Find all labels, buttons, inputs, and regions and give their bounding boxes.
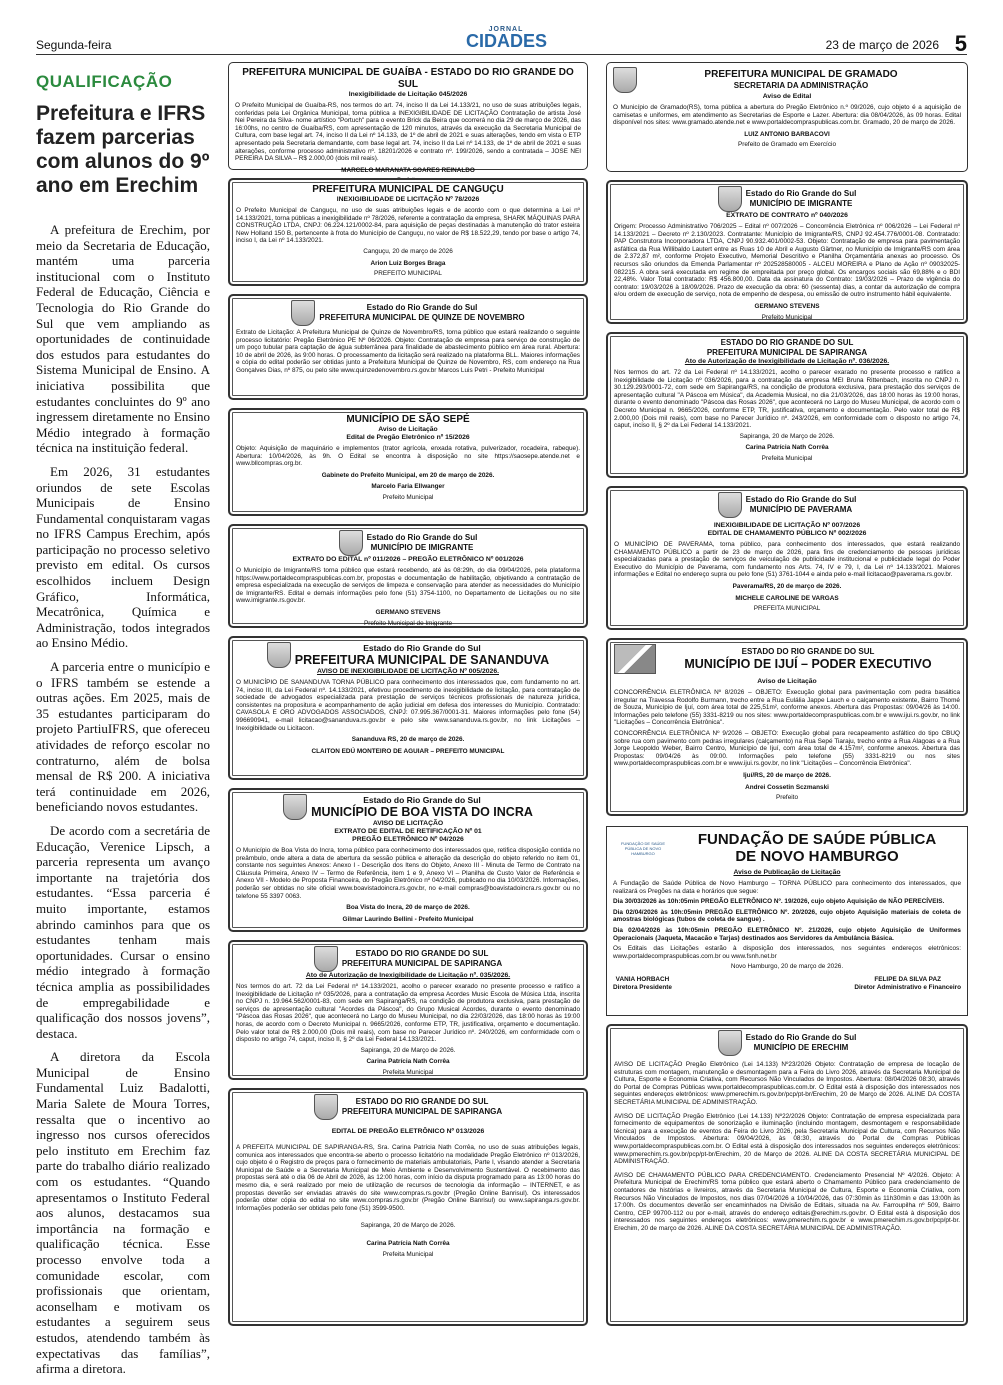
notice-subtitle: Aviso de Edital <box>762 93 812 100</box>
coat-of-arms-icon <box>718 186 742 212</box>
fsnh-logo: FUNDAÇÃO DE SAÚDE PÚBLICA DE NOVO HAMBURGO <box>620 840 665 856</box>
notice-title: DE NOVO HAMBURGO <box>735 848 899 865</box>
notice-item: Dia 02/04/2026 às 10h:05min PREGÃO ELETRÔNICO Nº. 21/2026, cujo objeto Aquisição de Uniformes Operacionais (Jaqueta, Macacão e Tarjas) destinados aos Servidores da Ambulância Básica. <box>613 926 961 942</box>
notice-title: MUNICÍPIO DE BOA VISTA DO INCRA <box>311 805 533 819</box>
notice-title: Estado do Rio Grande do Sul <box>745 189 857 198</box>
notice-paverama <box>606 486 968 630</box>
notice-heading <box>236 1094 580 1120</box>
notice-heading <box>236 530 580 556</box>
notice-gramado <box>606 62 968 172</box>
notice-body: Objeto: Aquisição de maquinário e implementos (trator agrícola, enxada rotativa, pulverizador, rocadeira, rabeque). Abertura: 10/04/2026, às 9h. O Edital se encontra à disposição no site https://saosepe.atende.net e www.bllcompras.org.br. <box>236 445 580 468</box>
article-paragraph: A parceria entre o município e o IFRS também se estende a outras ações. Em 2025, mais de 35 estudantes participaram do projeto PartiuIFRS, que ofereceu atividades de reforço escolar no contraturno, além de bolsa mensal de R$ 200. A iniciativa terá continuidade em 2026, beneficiando novos estudantes. <box>36 659 210 815</box>
notice-heading <box>614 186 960 212</box>
notice-place: Sapiranga, 20 de Março de 2026. <box>360 1222 456 1230</box>
notice-title: Estado do Rio Grande do Sul <box>366 533 478 542</box>
notice-signatory: FELIPE DA SILVA PAZ <box>874 975 941 983</box>
notice-subtitle: EDITAL DE CHAMAMENTO PÚBLICO Nº 002/2026 <box>707 530 867 537</box>
coat-of-arms-icon <box>283 794 307 820</box>
notice-body: O Município de Boa Vista do Incra, torna público para conhecimento dos interessados que, retifica disposição contida no preâmbulo, onde altera a data de abertura da sessão pública e alteração da descrição do objeto referido no item 01, constante nos seguintes Anexos: Anexo I - Descrição dos Itens do Objeto, Anexo III - Minuta de Termo de Contrato na Cláusula Primeira, Anexo IV – Termo de Referência, item 1 e 9, Anexo VI – Planilha de Custo Valor de Referência e Anexo VII - Modelo de Proposta Financeira, do Pregão Eletrônico nº 04/2026, publicado no dia 10/03/2026. Informações, poderão ser obtidas no site oficial www.boavistadoincra.rs.gov.br, no e-mail compras@boavistadoincra.rs.gov.br ou no telefone 55 3397 0063. <box>236 847 580 900</box>
notice-boa-vista-do-incra <box>228 788 588 932</box>
notice-title: FUNDAÇÃO DE SAÚDE PÚBLICA <box>697 831 937 848</box>
notice-body: A PREFEITA MUNICIPAL DE SAPIRANGA-RS, Sra. Carina Patrícia Nath Corrêa, no uso de suas atribuições legais, comunica aos interessados que encontra-se aberto o processo licitatório na modalidade Pregão Eletrônico nº 013/2026, cujo objeto é o Registro de preços para o fornecimento de materiais ambulatoriais, Parte I, visando atender a Secretaria Municipal de Saúde e a Secretaria Municipal de Meio Ambiente e Desenvolvimento Sustentável. O recebimento das propostas será até o dia 06 de Abril de 2026, às 12:00 horas, com início da disputa programado para as 13:00 horas do mesmo dia, e será realizado por meio de utilização de recursos de tecnologia da informação – INTERNET, e as propostas deverão ser enviadas através do site www.compras.rs.gov.br (Pregão Online Banrisul). Os interessados poderão obter cópia do edital no site www.compras.rs.gov.br (Pregão Online Banrisul) ou www.sapiranga.rs.gov.br. Informações poderão ser obtidas pelo fone (51) 3599-9500. <box>236 1144 580 1212</box>
notice-subtitle: Ato de Autorização de Inexigibilidade de Licitação nº. 035/2026. <box>305 972 511 979</box>
notice-signatory: MARCELO MARANATA SOARES REINALDO <box>341 166 475 174</box>
notice-heading <box>236 794 580 820</box>
notice-title: Estado do Rio Grande do Sul <box>745 495 857 504</box>
notice-place: Gabinete do Prefeito Municipal, em 20 de março de 2026. <box>321 471 495 479</box>
notice-signatory: GERMANO STEVENS <box>375 608 441 616</box>
notice-signatory: GERMANO STEVENS <box>754 302 820 310</box>
article-paragraph: Em 2026, 31 estudantes oriundos de sete Escolas Municipais de Ensino Fundamental conquistaram vagas no IFRS Campus Erechim, após participação no processo seletivo previsto em edital. Os cursos escolhidos incluem Design Gráfico, Informática, Mecatrônica, Química e Administração, todos integrados ao Ensino Médio. <box>36 463 211 651</box>
notice-subtitle: PREGÃO ELETRÔNICO Nº 04/2026 <box>352 836 464 843</box>
notice-signatures <box>613 976 961 991</box>
notice-place: Sapiranga, 20 de Março de 2026. <box>360 1046 456 1054</box>
notice-subtitle: Aviso de Licitação <box>378 426 438 433</box>
notice-body: O Prefeito Municipal de Guaíba-RS, nos termos do art. 74, inciso II da Lei 14.133/21, no uso de suas atribuições legais, conferidas pela Lei Orgânica Municipal, torna pública a INEXIGIBILIDADE DE LICITAÇÃO Contratação de artista José Nei Pereira da Silva- nome artístico "Portuch" para o evento Brick da Beira que ocorrerá no dia 29 de março de 2026, das 16:00hs, no centro de Guaíba/RS, com apresentação de 120 minutos, através da execução da Secretaria Municipal de Cultura, com base legal art. 74, inciso II da Lei nº 14.133, de 1º de abril de 2021 e suas alterações, tendo em vista o ETP apresentado pela Secretaria demandante, com base legal art. 74, inciso II da Lei nº 14.133, de 1º de abril de 2021 e suas alterações, conforme processo administrativo nº. 18201/2026 e contrato nº. 199/2026, sendo a contratada – JOSE NEI PEREIRA DA SILVA – R$ 2.000,00 (dois mil reais). <box>235 102 581 163</box>
coat-of-arms-icon <box>291 300 315 326</box>
notice-body: Nos termos do art. 72 da Lei Federal nº 14.133/2021, acolho o parecer exarado no presente processo e ratifico a Inexigibilidade de Licitação nº 036/2026, para a contratação da empresa MEI Bruna Rittenbach, inscrita no CNPJ n. 30.129.293/0001-72, com sede em Sapiranga/RS, na condição de produtora exclusiva, para prestação dos serviços de apresentação cultural "A Páscoa em Música", da Academia Musical, no dia 21/03/2026, das 18:00 horas às 19:00 horas, durante o evento denominado "Páscoa das Rosas 2026", que acontecerá no Largo do Museu Municipal, de acordo com o Decreto Municipal n. 9665/2026, conforme ETP, TR, justificativa, orçamento e documentação. Pelo valor total de R$ 2.000,00 (Dois mil reais), com base no Parecer Jurídico nº. 243/2026, em conformidade com o disposto no artigo 74, caput, inciso II, § 2º da Lei Federal 14.133/2021. <box>614 369 960 430</box>
notice-place: Canguçu, 20 de março de 2026 <box>363 247 453 255</box>
notice-title: ESTADO DO RIO GRANDE DO SUL <box>741 647 875 656</box>
notice-title: ESTADO DO RIO GRANDE DO SUL <box>355 949 489 958</box>
notice-signatory: Carina Patrícia Nath Corrêa <box>366 1239 450 1247</box>
notice-title: PREFEITURA MUNICIPAL DE GUAÍBA - ESTADO DO RIO GRANDE DO SUL <box>242 67 574 90</box>
notice-body: CONCORRÊNCIA ELETRÔNICA Nº 8/2026 – OBJETO: Execução global para pavimentação com pedra basáltica irregular na Travessa Rodolfo Burmann, trecho entre a Rua Eulália Jappe Lauch e o calçamento existente, Bairro Thomé de Souza, Município de Ijuí, com área total de 225,51m², conforme anexos. Abertura das Propostas: 09/04/26 às 14:00. Informações pelo telefone (55) 3331-8219 ou nos sites: www.portaldecompraspublicas.com.br e www.ijui.rs.gov.br, no link "Licitações – Concorrência Eletrônica". <box>614 689 960 727</box>
notice-body: O Município de Gramado(RS), torna pública a abertura do Pregão Eletrônico n.º 09/2026, cujo objeto é a aquisição de camisetas e uniformes, em atendimento as Secretarias de Esporte e Lazer. Abertura: dia 08/04/2026, às 09 horas. Edital disponível nos sites: www.gramado.atende.net e www.portaldecompraspublicas.com.br. Gramado, 20 de março de 2026. <box>613 104 961 127</box>
notice-heading <box>614 644 960 674</box>
notice-title: MUNICÍPIO DE IJUÍ – PODER EXECUTIVO <box>684 657 932 671</box>
notice-heading <box>613 67 961 93</box>
notice-title: Estado do Rio Grande do Sul <box>363 795 481 805</box>
notice-signatory: LUIZ ANTONIO BARBACOVI <box>744 130 830 138</box>
notice-subtitle: AVISO DE LICITAÇÃO <box>372 820 444 827</box>
notice-sananduva <box>228 636 588 780</box>
notice-title: SECRETARIA DA ADMINISTRAÇÃO <box>733 81 869 90</box>
notice-heading <box>613 831 961 865</box>
notice-place: Sananduva RS, 20 de março de 2026. <box>351 736 465 744</box>
notice-erechim <box>606 1024 968 1326</box>
notice-body: AVISO DE CHAMAMENTO PÚBLICO PARA CREDENCIAMENTO. Credenciamento Presencial Nº 4/2026. Objeto: A Prefeitura Municipal de Erechim/RS torna público que estará aberto o Chamamento Público para credenciamento de contadores de histórias e livreiros, através da Secretaria Municipal de Cultura, Esporte e Economia Criativa, com Recursos Não Vinculados de Impostos, nos dias 07/04/2026 a 10/04/2026, das 07:30min às 11h30min e das 13:00h às 17:00h. Os documentos deverão ser encaminhados na Divisão de Editais, situada na Av. Farroupilha nº 509, Bairro Centro, CEP 99700-112 ou por e-mail, através do endereço editais@erechim.rs.gov.br. O Edital está à disposição dos interessados nos seguintes endereços eletrônicos: www.pmerechim.rs.gov.br e www.pmerechim.rs.gov.br/pcp/pt-br. Erechim, 20 de março de 2026. ALINE DA COSTA SECRETÁRIA MUNICIPAL DE ADMINISTRAÇÃO. <box>614 1171 960 1232</box>
coat-of-arms-icon <box>339 530 363 556</box>
logo-big: CIDADES <box>466 31 548 51</box>
notice-role: Prefeito de Gramado em Exercício <box>737 141 837 149</box>
weekday: Segunda-feira <box>36 38 112 52</box>
notice-subtitle: Ato de Autorização de Inexigibilidade de Licitação nº. 036/2026. <box>684 358 890 365</box>
notice-body: O MUNICÍPIO DE PAVERAMA, torna público, para conhecimento dos interessados, que estará realizando CHAMAMENTO PÚBLICO a partir de 23 de março de 2026, para fins de credenciamento de pessoas jurídicas especializadas para a prestação de serviços de veiculação de publicidade institucional e publicidade legal do Poder Executivo do Município de Paverama, com fundamento nos Arts. 74, IV e 79, I, da Lei nº 14.133/2021. Maiores informações e Edital no endereço supra ou pelo fone (51) 3761-1044 e ainda pelo e-mail licitacao@paverama.rs.gov.br. <box>614 541 960 579</box>
notice-sapiranga-013 <box>228 1088 588 1326</box>
notice-role: PREFEITA MUNICIPAL <box>753 605 821 613</box>
notice-title: MUNICÍPIO DE PAVERAMA <box>749 505 853 514</box>
notice-heading <box>236 946 580 972</box>
notice-place: Ijuí/RS, 20 de março de 2026. <box>743 771 831 779</box>
notice-title: PREFEITURA MUNICIPAL DE SANANDUVA <box>294 653 550 667</box>
notice-role: Prefeito Municipal <box>382 493 434 501</box>
notice-body: O MUNICÍPIO DE SANANDUVA TORNA PÚBLICO para conhecimento dos interessados que, com fundamento no art. 74, inciso III, da Lei Federal nº. 14.133/2021, efetivou procedimento de inexigibilidade de licitação, para contratação de sociedade de advogados especializada para prestação de serviços técnicos profissionais de natureza jurídica, consistentes na propositura e acompanhamento de ação judicial em defesa dos interesses do Município. Contratado: CAVASOLA E ORO ADVOGADOS ASSOCIADOS, CNPJ: 07.995.367/0001-31. Maiores informações pelo fone (54) 996690941, e-mail licitacao@sananduva.rs.gov.br e pelo site www.sananduva.rs.gov.br, no link Licitações – Inexigibilidade ou Licitacon. <box>236 679 580 732</box>
notice-cangucu <box>228 178 588 286</box>
notice-title: PREFEITURA MUNICIPAL DE QUINZE DE NOVEMBRO <box>319 313 525 322</box>
coat-of-arms-icon <box>314 1094 338 1120</box>
notice-heading <box>236 300 580 326</box>
notice-body: AVISO DE LICITAÇÃO Pregão Eletrônico (Lei 14.133) Nº22/2026 Objeto: Contratação de empresa especializada para fornecimento de equipamentos de sonorização e iluminação (incluindo montagem, desmontagem e responsabilidade técnica) para a execução de eventos da Feira do Livro 2026, pela Secretaria Municipal de Cultura, com Recursos Não Vinculados de Impostos. Abertura: 09/04/2026, às 08:30, através do Portal de Compras Públicas www.portaldecompraspublicas.com.br. O Edital está à disposição dos interessados nos seguintes endereços eletrônicos: www.pmerechim.rs.gov.br/pcp/pt-br/Erechim, 20 de Março de 2026. ALINE DA COSTA SECRETÁRIA MUNICIPAL DE ADMINISTRAÇÃO. <box>614 1112 960 1166</box>
notice-imigrante-edital <box>228 524 588 628</box>
notice-body: Nos termos do art. 72 da Lei Federal nº 14.133/2021, acolho o parecer exarado no presente processo e ratifico a Inexigibilidade de Licitação nº 035/2026, para a contratação da empresa Acordes Music Escola de Música Ltda, inscrita no CNPJ n. 19.964.562/0001-83, com sede em Sapiranga/RS, na condição de produtora exclusiva, para prestação de serviços de apresentação cultural "Acordes da Páscoa", do Grupo Musical Acordes, durante o evento denominado "Páscoa das Rosas 2026", que acontecerá no Largo do Museu Municipal, no dia 22/03/2026, das 18:00 horas às 19:00 horas, de acordo com o Decreto Municipal n. 9665/2026, conforme ETP, TR, justificativa, orçamento e documentação. Pelo valor total de R$ 2.000,00 (Dois mil reais), com base no Parecer Jurídico nº. 240/2026, em conformidade com o disposto no artigo 74, caput, inciso II, § 2º da Lei Federal 14.133/2021. <box>236 983 580 1044</box>
notice-body: CONCORRÊNCIA ELETRÔNICA Nº 9/2026 – OBJETO: Execução global para recapeamento asfáltico do tipo CBUQ sobre rua com pavimento com pedras irregulares (calçamento) na Rua Sepé Tiaraju, trecho entre a Rua Alagoas e a Rua Jorge Leopoldo Weber, Bairro Centro, Município de Ijuí, com área total de 4.157m², conforme anexos. Abertura das Propostas: 09/04/26 às 09:00. Informações pelo telefone (55) 3331-8219 ou nos sites www.portaldecompraspublicas.com.br e www.ijui.rs.gov.br, no link "Licitações – Concorrência Eletrônica". <box>614 729 960 768</box>
signature-block <box>854 976 961 991</box>
notice-body: Extrato de Licitação: A Prefeitura Municipal de Quinze de Novembro/RS, torna público que estará realizando o seguinte processo licitatório: Pregão Eletrônico PE Nº 06/2026. Objeto: Contratação de empresa para serviço de construção de um poço tubular para captação de água subterrânea para finalidade de abastecimento público em área rural. Abertura: 10 de abril de 2026, às 9:00 horas. O processamento da licitação será realizado na plataforma BLL. Maiores informações e cópia do edital poderão ser obtidas junto a Prefeitura Municipal de Quinze de Novembro, RS, com endereço na Rua Gonçalves Dias, nº 875, ou pelo site www.quinzedenovembro.rs.gov.br Marcos Luis Petri - Prefeito Municipal <box>236 329 580 374</box>
notice-body: A Fundação de Saúde Pública de Novo Hamburgo – TORNA PÚBLICO para conhecimento dos interessados, que realizará os Pregões na data e horários que segue: <box>613 880 961 895</box>
notice-title: MUNICÍPIO DE ERECHIM <box>753 1043 849 1052</box>
notice-title: Estado do Rio Grande do Sul <box>745 1033 857 1042</box>
article-headline: Prefeitura e IFRS fazem parcerias com alunos do 9º ano em Erechim <box>36 102 210 197</box>
page-number: 5 <box>954 31 967 56</box>
notice-subtitle: INEXIGIBILIDADE DE LICITAÇÃO Nº 007/2026 <box>713 522 861 529</box>
notice-sao-sepe <box>228 408 588 516</box>
notice-signatory: Andrei Cossetin Sczmanski <box>745 783 829 791</box>
article-paragraph: A prefeitura de Erechim, por meio da Secretaria de Educação, mantém uma parceria institucional com o Instituto Federal de Educação, Ciência e Tecnologia do Rio Grande do Sul que vem ampliando as oportunidades de continuidade dos estudos para estudantes do Sistema Municipal de Ensino. A iniciativa possibilita que estudantes concluintes do 9º ano ingressem diretamente no Ensino Médio integrado à formação técnica na instituição federal. <box>36 222 210 456</box>
coat-of-arms-icon <box>314 946 338 972</box>
notice-title: MUNICÍPIO DE IMIGRANTE <box>370 543 474 552</box>
notice-body: O Município de Imigrante/RS torna público que estará recebendo, até às 08:29h, do dia 09/04/2026, pela plataforma https://www.portaldecompraspublicas.com.br, propostas e documentação de habilitação, objetivando a contratação de empresa especializada na execução de serviços de limpeza e conservação para atender as necessidades do Município de Imigrante/RS. Edital e demais informações pelo fone (51) 3754-1100, no Departamento de Licitações ou no site www.imigrante.rs.gov.br. <box>236 567 580 605</box>
notice-body: AVISO DE LICITAÇÃO Pregão Eletrônico (Lei 14.133) Nº23/2026 Objeto: Contratação de empresa de locação de estruturas com montagem, manutenção e desmontagem para a Feira do Livro 2026, através da Secretaria Municipal de Cultura, Esporte e Economia Criativa, com Recursos Não Vinculados de Impostos. Abertura: 08/04/2026 08:30, através do Portal de Compras Públicas www.portaldecompraspublicas.com.br. O Edital está à disposição dos interessados nos seguintes endereços eletrônicos: www.pmerechim.rs.gov.br/pcp/pt-br/Erechim, 20 de Março de 2026. ALINE DA COSTA SECRETÁRIA MUNICIPAL DE ADMINISTRAÇÃO. <box>614 1061 960 1106</box>
notice-role: PREFEITO MUNICIPAL <box>374 270 442 278</box>
header-rule <box>36 54 967 55</box>
notice-signatory: Carina Patrícia Nath Corrêa <box>366 1058 450 1066</box>
notice-sapiranga-035 <box>228 940 588 1080</box>
notice-role: Prefeita Municipal <box>382 1068 434 1076</box>
article-paragraph: De acordo com a secretária de Educação, Verenice Lipsch, a parceria representa um avanço importante na trajetória dos estudantes. “Essa parceria é muito importante, estamos abrindo caminhos para que os estudantes tenham mais oportunidades. Cursar o ensino médio integrado à formação técnica amplia as possibilidades de empregabilidade e qualificação dos nossos jovens”, destaca. <box>36 822 210 1041</box>
notice-subtitle: AVISO DE INEXIGIBILIDADE DE LICITAÇÃO Nº 005/2026. <box>316 668 499 675</box>
coat-of-arms-icon <box>613 67 637 93</box>
notice-title: Estado do Rio Grande do Sul <box>366 303 478 312</box>
notice-subtitle: EXTRATO DO EDITAL nº 011/2026 – PREGÃO ELETRÔNICO Nº 001/2026 <box>292 556 524 563</box>
notice-place: Boa Vista do Incra, 20 de março de 2026. <box>346 904 470 912</box>
notice-guaiba <box>228 62 588 174</box>
notice-subtitle: EDITAL DE PREGÃO ELETRÔNICO Nº 013/2026 <box>331 1128 485 1135</box>
notice-item: Dia 02/04/2026 às 10h:05min PREGÃO ELETRÔNICO Nº. 20/2026, cujo objeto Aquisição materiais de coleta de amostras biológicas (tubos de coleta de sangue) . <box>613 908 961 924</box>
coat-of-arms-icon <box>267 642 291 668</box>
notice-role: Prefeita Municipal <box>382 1250 434 1258</box>
page-header <box>36 0 967 58</box>
coat-of-arms-icon <box>718 492 742 518</box>
notice-subtitle: EXTRATO DE CONTRATO nº 040/2026 <box>726 212 848 219</box>
notice-signatory: VANIA HORBACH <box>615 975 670 983</box>
notice-place: Sapiranga, 20 de Março de 2026. <box>739 432 835 440</box>
notice-title: MUNICÍPIO DE IMIGRANTE <box>749 199 853 208</box>
notice-quinze-de-novembro <box>228 294 588 400</box>
notice-role: Prefeito Municipal <box>761 313 813 321</box>
coat-of-arms-icon <box>718 1030 742 1056</box>
notice-title: PREFEITURA MUNICIPAL DE GRAMADO <box>704 69 898 80</box>
signature-block <box>613 976 672 991</box>
notice-title: Estado do Rio Grande do Sul <box>363 643 481 653</box>
notice-subtitle: Edital de Pregão Eletrônico nº 15/2026 <box>346 434 470 441</box>
notice-title: PREFEITURA MUNICIPAL DE SAPIRANGA <box>341 1107 503 1116</box>
article-body <box>36 222 210 1377</box>
notice-sapiranga-036 <box>606 332 968 478</box>
notice-title: PREFEITURA MUNICIPAL DE CANGUÇU <box>312 184 504 195</box>
newspaper-logo <box>466 26 546 49</box>
notice-title: PREFEITURA MUNICIPAL DE SAPIRANGA <box>341 959 503 968</box>
notice-item: Dia 30/03/2026 às 10h:05min PREGÃO ELETRÔNICO Nº. 19/2026, cujo objeto Aquisição de NÃO PERECÍVEIS. <box>613 898 945 906</box>
notice-heading <box>236 642 580 668</box>
notice-subtitle: INEXIGIBILIDADE DE LICITAÇÃO Nº 78/2026 <box>336 196 480 203</box>
notice-signatory: CLAITON EDÚ MONTEIRO DE AGUIAR – PREFEITO MUNICIPAL <box>311 747 505 755</box>
notice-role: Prefeito <box>775 794 799 802</box>
notice-title: ESTADO DO RIO GRANDE DO SUL <box>720 338 854 347</box>
issue-date: 23 de março de 2026 <box>825 38 939 52</box>
notice-place: Paverama/RS, 20 de março de 2026. <box>732 582 842 590</box>
notice-fsnh <box>606 826 968 1016</box>
notice-subtitle: EXTRATO DE EDITAL DE RETIFICAÇÃO Nº 01 <box>334 828 482 835</box>
notice-role: Diretor Administrativo e Financeiro <box>854 983 961 991</box>
notice-heading <box>614 1030 960 1056</box>
notice-signatory: Arion Luiz Borges Braga <box>370 259 446 267</box>
notice-ijui <box>606 638 968 816</box>
article-paragraph: A diretora da Escola Municipal de Ensino Fundamental Luiz Badalotti, Maria Salete de Moura Torres, ressalta que o incentivo ao ingresso nos cursos oferecidos pelo instituto em Erechim faz parte do trabalho diário realizado com os estudantes. “Quando apresentamos o Instituto Federal aos alunos, destacamos sua importância na formação e qualificação técnica. Esse processo envolve toda a comunidade escolar, com profissionais que orientam, aconselham e motivam os estudantes a seguirem seus estudos, atendendo também às expectativas das famílias”, afirma a diretora. <box>36 1049 210 1377</box>
article-kicker: QUALIFICAÇÃO <box>36 72 173 91</box>
municipal-flag-icon <box>614 644 656 674</box>
notice-place: Novo Hamburgo, 20 de março de 2026. <box>730 963 844 971</box>
notice-title: ESTADO DO RIO GRANDE DO SUL <box>355 1097 489 1106</box>
notice-role: Diretora Presidente <box>613 983 672 991</box>
notice-imigrante-contrato <box>606 180 968 324</box>
notice-body: Os Editais das Licitações estarão à disposição dos interessados, nos seguintes endereços eletrônicos: www.portaldecompraspublicas.com.br ou www.fsnh.net.br <box>613 945 961 960</box>
notice-subtitle: Aviso de Licitação <box>757 678 817 685</box>
notice-signatory: Gilmar Laurindo Bellini - Prefeito Municipal <box>342 915 474 923</box>
notice-heading <box>614 492 960 518</box>
notice-signatory: Marcelo Faria Ellwanger <box>371 483 445 491</box>
notice-signatory: MICHELE CAROLINE DE VARGAS <box>735 594 839 602</box>
notice-title: PREFEITURA MUNICIPAL DE SAPIRANGA <box>706 348 868 357</box>
notice-subtitle: Aviso de Publicação de Licitação <box>733 869 841 876</box>
notice-role: Prefeito Municipal de Imigrante <box>363 619 453 627</box>
notice-role: Prefeita Municipal <box>761 454 813 462</box>
notice-body: O Prefeito Municipal de Canguçu, no uso de suas atribuições legais e de acordo com o que determina a Lei nº 14.133/2021, torna públicas a inexigibilidade nº 78/2026, referente a contratação da empresa, SHARK MÁQUINAS PARA CONSTRUÇÃO LTDA, CNPJ: 06.224.121/0002-84, para aquisição de peças destinadas à manutenção do trator esteira New Holland 150 B, pertencente à frota do Município de Canguçu, no valor de R$ 18.522,29, tendo por base o artigo 74, inciso I, da Lei nº 14.133/2021. <box>236 207 580 245</box>
logo-small: JORNAL <box>488 26 524 33</box>
notice-subtitle: Inexigibilidade de Licitação 045/2026 <box>348 91 468 98</box>
notice-body: Origem: Processo Administrativo 706/2025 – Edital nº 007/2026 – Concorrência Eletrônica nº 006/2026 – Lei Federal nº 14.133/2021 – Decreto nº 2.130/2023. Contratante: Município de Imigrante/RS, CNPJ 92.454.776/0001-08. Contratado: PAP Construtora Incorporadora LTDA, CNPJ 90.932.401/0002-53. Objeto: Contratação de empresa para pavimentação asfáltica da Rua Willibaldo Lautert entre as Ruas 10 de Abril e Augusto Gärtner, no Município de Imigrante/RS com área de 2.372,87 m², conforme Projeto Executivo, Memorial Descritivo e Planilha Orçamentária anexas ao processo. Os recursos são oriundos da Emenda Parlamentar nº 202528580005 - ALCEU MOREIRA e Plano de Ação nº 09032025-082215. A obra será executada em regime de empreitada por preço global. Os encargos sociais são 69,88% e o BDI 22,48%. Valor Total contratado: R$ 456.800,00. Data da assinatura do Contrato: 19/03/2026 – Prazo de vigência do contrato: 19/03/2026 à 18/09/2026. Prazo de execução da obra: 60 (sessenta) dias, a contar da autorização de compra e/ou ordem de execução de serviço, nota de empenho de despesa, ou emissão de outro instrumento hábil equivalente. <box>614 223 960 299</box>
notice-title: MUNICÍPIO DE SÃO SEPÉ <box>346 414 470 425</box>
article <box>36 72 210 1385</box>
notice-signatory: Carina Patrícia Nath Corrêa <box>745 444 829 452</box>
